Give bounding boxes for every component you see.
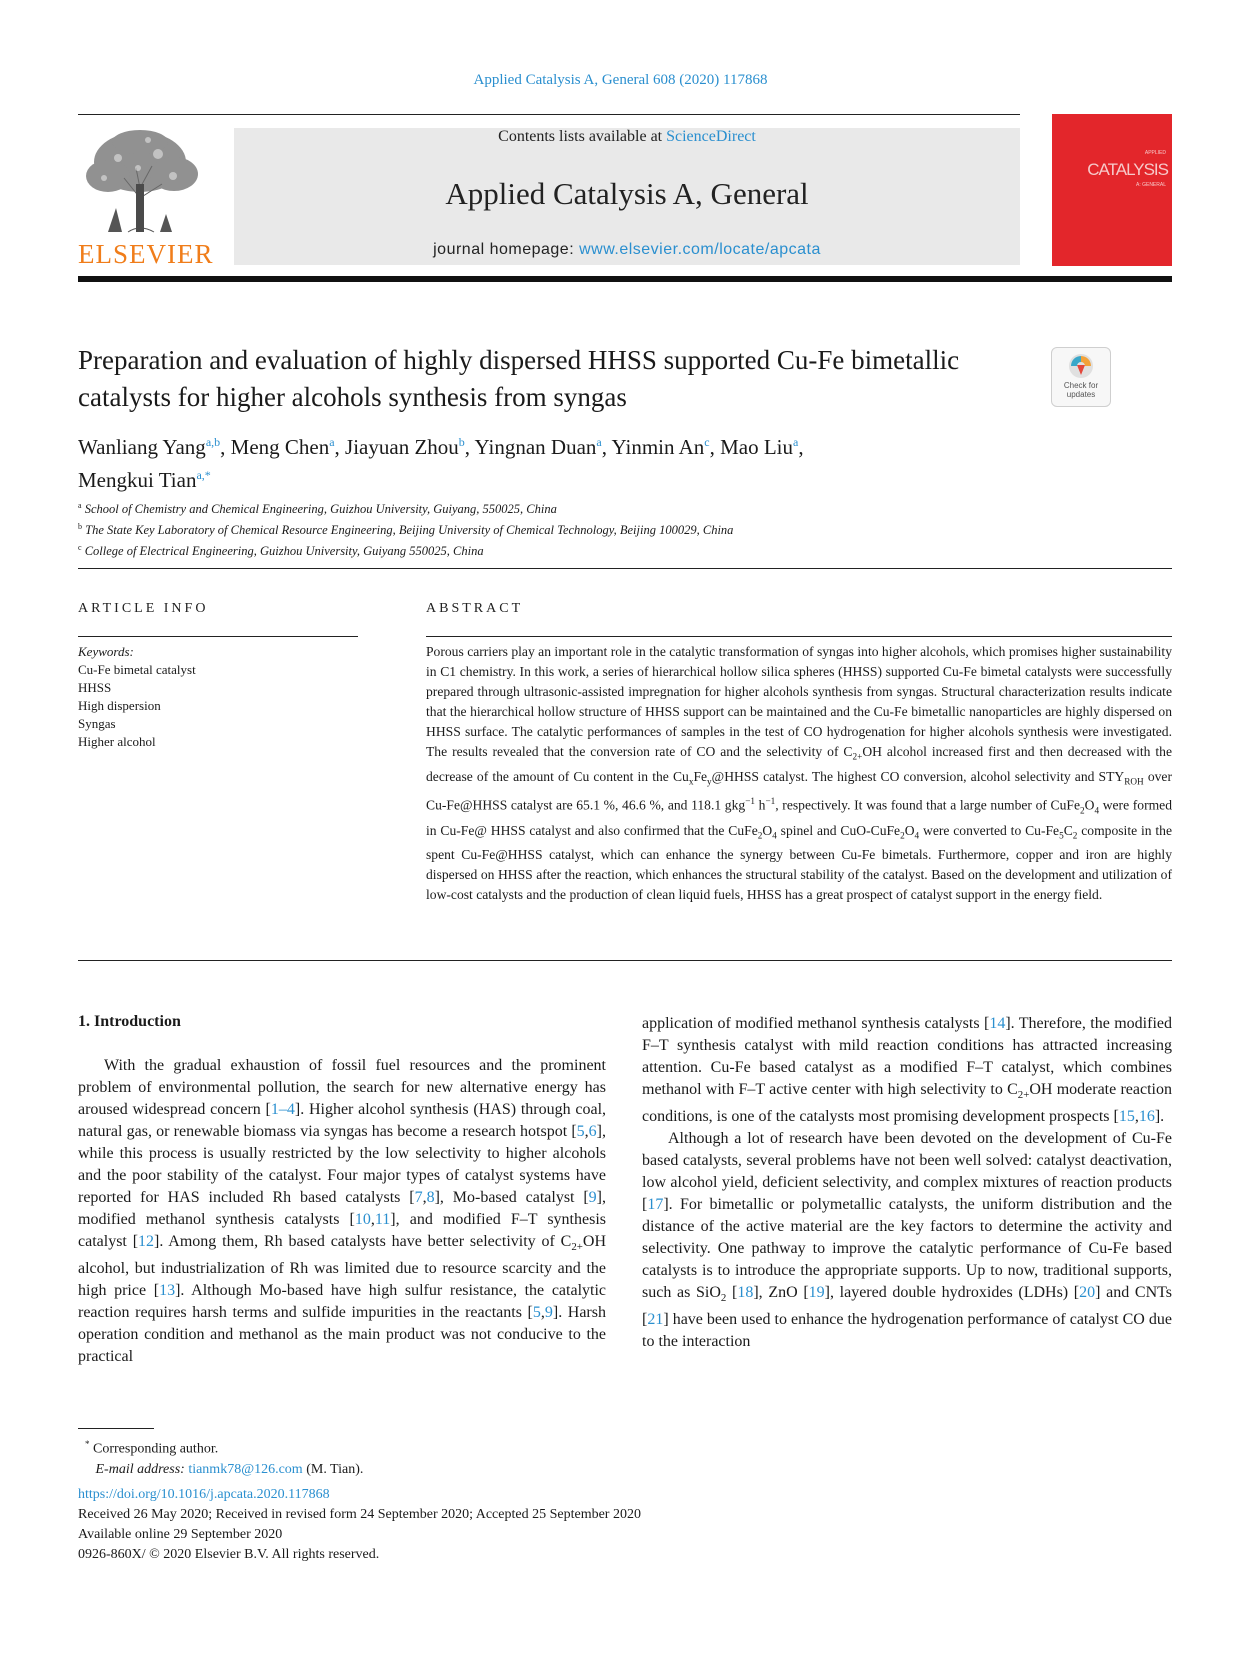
abstract-rule	[426, 636, 1172, 637]
journal-citation-link[interactable]: Applied Catalysis A, General 608 (2020) 117868	[473, 72, 768, 88]
affiliation-item: $^c$ College of Electrical Engineering, Guizhou University, Guiyang 550025, China	[78, 543, 484, 559]
footnote-rule	[78, 1428, 154, 1429]
author-list: Wanliang Yang$^{a,b}$, Meng Chen$^a$, Jiayuan Zhou$^b$, Yingnan Duan$^a$, Yinmin An$^c$, Mao Liu$^a$, Mengkui Tian$^{a,*}$	[78, 435, 804, 492]
citation-link[interactable]: 5	[576, 1123, 585, 1140]
body-paragraph: With the gradual exhaustion of fossil fuel resources and the prominent problem of environmental pollution, the search for new alternative energy has aroused widespread concern [1–4]. Higher alcohol synthesis (HAS) through coal, natural gas, or renewable biomass via syngas has become a research hotspot [5,6], while this process is usually restricted by the low selectivity to higher alcohols and the poor stability of the catalyst. Four major types of catalyst systems have reported for HAS included Rh based catalysts [7,8], Mo-based catalyst [9], modified methanol synthesis catalysts [10,11], and modified F–T synthesis catalyst [12]. Among them, Rh based catalysts have better selectivity of $C_{2+}OH$ alcohol, but industrialization of Rh was limited due to resource scarcity and the high price [13]. Although Mo-based have high sulfur resistance, the catalytic reaction requires harsh terms and sulfide impurities in the reactants [5,9]. Harsh operation condition and methanol as the main product was not conducive to the practical	[78, 1057, 607, 1366]
author-name[interactable]: Mengkui Tian	[78, 468, 197, 492]
author-name[interactable]: Yinmin An	[611, 435, 705, 459]
journal-title: Applied Catalysis A, General	[445, 176, 809, 211]
sciencedirect-link[interactable]: ScienceDirect	[666, 128, 756, 145]
cover-subtitle: A: GENERAL	[1135, 182, 1166, 188]
email-link[interactable]: tianmk78@126.com	[188, 1461, 303, 1477]
author-affiliation-mark[interactable]: a	[329, 435, 335, 449]
journal-cover-thumbnail[interactable]	[1052, 114, 1172, 266]
keywords-list	[78, 643, 358, 751]
author-affiliation-mark[interactable]: a	[596, 435, 602, 449]
citation-link[interactable]: 7	[414, 1189, 423, 1206]
cover-title: CATALYSIS	[1087, 160, 1168, 179]
citation-link[interactable]: 1–4	[270, 1101, 295, 1118]
body-column-right	[642, 1013, 1172, 1353]
keyword-item: High dispersion	[78, 698, 161, 713]
author-name[interactable]: Wanliang Yang	[78, 435, 206, 459]
keyword-item: Syngas	[78, 716, 116, 731]
author-name[interactable]: Yingnan Duan	[474, 435, 597, 459]
corresponding-author-note: * Corresponding author. E-mail address: tianmk78@126.com (M. Tian).	[85, 1439, 364, 1477]
citation-link[interactable]: 13	[159, 1282, 176, 1300]
keywords-label: Keywords:	[78, 644, 134, 659]
cover-top-text: APPLIED	[1144, 150, 1166, 156]
elsevier-logo[interactable]	[78, 128, 214, 269]
copyright: 0926-860X/ © 2020 Elsevier B.V. All rights reserved.	[78, 1547, 380, 1562]
body-column-left	[78, 1055, 606, 1368]
body-paragraph: Although a lot of research have been devoted on the development of Cu-Fe based catalysts, several problems have not been well solved: catalyst deactivation, low alcohol yield, deficient selectivity, and complex mixtures of reaction products [17]. For bimetallic or polymetallic catalysts, the uniform distribution and the distance of the active material are the key factors to determine the activity and selectivity. One pathway to improve the catalytic performance of Cu-Fe based catalysts is to introduce the appropriate supports. Up to now, traditional supports, such as SiO$_2$ [18], ZnO [19], layered double hydroxides (LDHs) [20] and CNTs [21] have been used to enhance the hydrogenation performance of catalyst CO due to the interaction	[642, 1130, 1173, 1351]
citation-link[interactable]: 12	[138, 1233, 155, 1250]
keyword-item: Cu-Fe bimetal catalyst	[78, 662, 196, 677]
header-rule	[78, 114, 1020, 115]
citation-link[interactable]: 19	[808, 1284, 825, 1302]
doi-link[interactable]: https://doi.org/10.1016/j.apcata.2020.117868	[78, 1487, 330, 1502]
author-affiliation-mark[interactable]: b	[458, 435, 465, 449]
homepage-link[interactable]: www.elsevier.com/locate/apcata	[579, 241, 821, 258]
section-rule	[78, 568, 1172, 569]
abstract-bottom-rule	[78, 960, 1172, 961]
citation-link[interactable]: 6	[588, 1123, 597, 1140]
abstract-text: Porous carriers play an important role in the catalytic transformation of syngas into higher alcohols, which promises higher sustainability in C1 chemistry. In this work, a series of hierarchical hollow silica spheres (HHSS) supported Cu-Fe bimetal catalysts were successfully prepared through ultrasonic-assisted impregnation for higher alcohols synthesis from syngas. Structural characterization results indicate that the hierarchical hollow structure of HHSS support can be maintained and the Cu-Fe bimetallic nanoparticles are highly dispersed on HHSS surface. The catalytic performances of samples in the test of CO hydrogenation for higher alcohols synthesis were investigated. The results revealed that the conversion rate of CO and the selectivity of $C_{2+}OH$ alcohol increased first and then decreased with the decrease of the amount of Cu content in the $Cu_xFe_y@HHSS$ catalyst. The highest CO conversion, alcohol selectivity and $STY_{ROH}$ over Cu-Fe@HHSS catalyst are 65.1 %, 46.6 %, and 118.1 gkg$^{-1}$ $h^{-1}$, respectively. It was found that a large number of $CuFe_2O_4$ were formed in Cu-Fe@ HHSS catalyst and also confirmed that the $CuFe_2O_4$ spinel and CuO-$CuFe_2O_4$ were converted to $Cu-Fe_5C_2$ composite in the spent Cu-Fe@HHSS catalyst, which can enhance the synergy between Cu-Fe bimetals. Furthermore, copper and iron are highly dispersed on HHSS after the reaction, which enhances the structural stability of the catalyst. Based on the development and utilization of low-cost catalysts and the production of clean liquid fuels, HHSS has a great prospect of catalyst support in the energy field.	[426, 644, 1173, 903]
elsevier-wordmark: ELSEVIER	[78, 239, 214, 269]
citation-link[interactable]: 15	[1118, 1108, 1135, 1126]
author-affiliation-mark[interactable]: a	[793, 435, 799, 449]
citation-link[interactable]: 14	[989, 1015, 1006, 1032]
affiliations	[78, 497, 1078, 560]
author-affiliation-mark[interactable]: a,*	[196, 468, 211, 482]
abstract-heading: ABSTRACT	[426, 601, 524, 616]
affiliation-item: $^a$ School of Chemistry and Chemical Engineering, Guizhou University, Guiyang, 550025, China	[78, 501, 557, 517]
elsevier-tree-icon	[78, 128, 206, 236]
keyword-item: Higher alcohol	[78, 734, 156, 749]
article-title: Preparation and evaluation of highly dispersed HHSS supported Cu-Fe bimetallic catalysts for higher alcohols synthesis from syngas	[78, 345, 960, 412]
check-updates-icon	[1068, 353, 1094, 379]
check-updates-label: Check for updates	[1063, 381, 1099, 399]
body-paragraph: application of modified methanol synthesis catalysts [14]. Therefore, the modified F–T synthesis catalyst with mild reaction conditions has attracted increasing attention. Cu-Fe based catalyst as a modified F–T catalyst, which combines methanol with F–T active center with high selectivity to $C_{2+}OH$ moderate reaction conditions, is one of the catalysts most promising development prospects [15,16].	[642, 1015, 1173, 1126]
affiliation-item: $^b$ The State Key Laboratory of Chemical Resource Engineering, Beijing University of Chemical Technology, Beijing 100029, China	[78, 522, 734, 538]
citation-link[interactable]: 8	[426, 1189, 435, 1206]
citation-link[interactable]: 10	[354, 1211, 371, 1228]
article-metadata	[78, 1485, 878, 1565]
citation-link[interactable]: 21	[647, 1311, 664, 1329]
citation-link[interactable]: 18	[737, 1284, 754, 1302]
introduction-heading: 1. Introduction	[78, 1013, 181, 1030]
citation-link[interactable]: 5	[532, 1304, 541, 1322]
article-info-rule	[78, 636, 358, 637]
citation-link[interactable]: 11	[374, 1211, 391, 1228]
author-name[interactable]: Meng Chen	[230, 435, 330, 459]
keyword-item: HHSS	[78, 680, 112, 695]
contents-availability: Contents lists available at ScienceDirect	[498, 128, 756, 145]
citation-link[interactable]: 17	[647, 1196, 664, 1214]
citation-link[interactable]: 20	[1079, 1284, 1096, 1302]
author-affiliation-mark[interactable]: c	[704, 435, 710, 449]
author-affiliation-mark[interactable]: a,b	[205, 435, 221, 449]
author-name[interactable]: Jiayuan Zhou	[345, 435, 459, 459]
article-info-heading: ARTICLE INFO	[78, 601, 209, 616]
check-for-updates-button[interactable]	[1051, 347, 1111, 407]
citation-link[interactable]: 9	[588, 1189, 597, 1206]
journal-masthead	[234, 128, 1020, 265]
online-date: Available online 29 September 2020	[78, 1527, 283, 1542]
journal-homepage: journal homepage: www.elsevier.com/locate/apcata	[433, 241, 821, 258]
header-thick-rule	[78, 276, 1172, 282]
received-dates: Received 26 May 2020; Received in revised form 24 September 2020; Accepted 25 September 2020	[78, 1507, 641, 1522]
citation-link[interactable]: 9	[544, 1304, 553, 1322]
author-name[interactable]: Mao Liu	[720, 435, 793, 459]
citation-link[interactable]: 16	[1138, 1108, 1155, 1126]
